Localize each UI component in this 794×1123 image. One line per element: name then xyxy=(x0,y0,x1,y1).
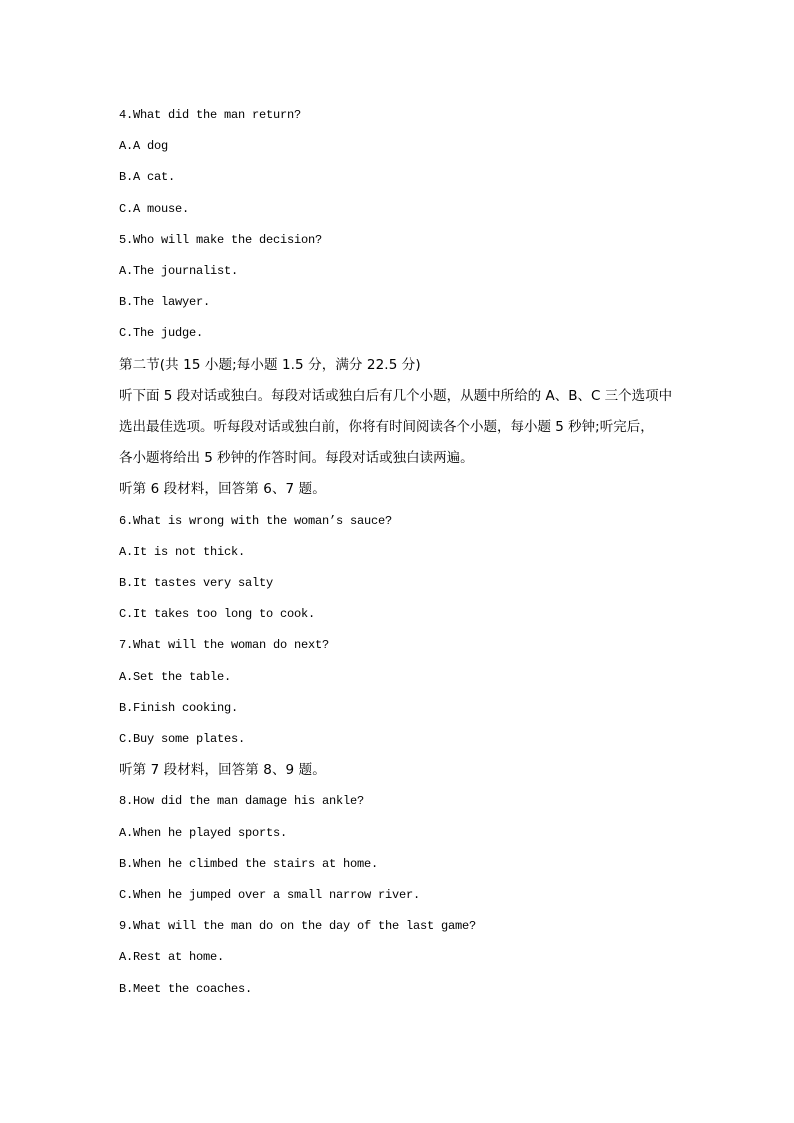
material-6-header: 听第 6 段材料，回答第 6、7 题。 xyxy=(119,481,326,498)
question-5-option-b: B.The lawyer. xyxy=(119,295,211,310)
section-heading: 第二节(共 15 小题;每小题 1.5 分，满分 22.5 分) xyxy=(119,356,421,373)
question-8-option-a: A.When he played sports. xyxy=(119,825,288,840)
question-8: 8.How did the man damage his ankle? xyxy=(119,794,365,809)
question-6: 6.What is wrong with the woman’s sauce? xyxy=(119,513,393,528)
question-4: 4.What did the man return? xyxy=(119,108,302,122)
question-9-option-a: A.Rest at home. xyxy=(119,950,225,965)
question-9-option-b: B.Meet the coaches. xyxy=(119,981,253,996)
question-5-option-a: A.The journalist. xyxy=(119,264,239,279)
question-8-option-b: B.When he climbed the stairs at home. xyxy=(119,856,379,871)
section-instructions-line-1: 听下面 5 段对话或独白。每段对话或独白后有几个小题，从题中所给的 A、B、C 三个选项中 xyxy=(119,387,673,404)
question-8-option-c: C.When he jumped over a small narrow river. xyxy=(119,888,421,903)
question-5-option-c: C.The judge. xyxy=(119,326,204,341)
question-4-option-a: A.A dog xyxy=(119,139,169,154)
document-page xyxy=(119,100,679,1005)
material-7-header: 听第 7 段材料，回答第 8、9 题。 xyxy=(119,762,326,779)
question-7-option-c: C.Buy some plates. xyxy=(119,732,246,747)
question-7-option-b: B.Finish cooking. xyxy=(119,700,239,715)
question-7-option-a: A.Set the table. xyxy=(119,669,232,684)
question-6-option-c: C.It takes too long to cook. xyxy=(119,607,316,622)
question-7: 7.What will the woman do next? xyxy=(119,638,330,653)
question-4-option-c: C.A mouse. xyxy=(119,201,190,216)
question-5: 5.Who will make the decision? xyxy=(119,232,323,247)
section-instructions-line-2: 选出最佳选项。听每段对话或独白前，你将有时间阅读各个小题，每小题 5 秒钟;听完后， xyxy=(119,419,654,436)
section-instructions-line-3: 各小题将给出 5 秒钟的作答时间。每段对话或独白读两遍。 xyxy=(119,450,474,467)
question-9: 9.What will the man do on the day of the last game? xyxy=(119,919,477,934)
question-4-option-b: B.A cat. xyxy=(119,170,176,185)
question-6-option-b: B.It tastes very salty xyxy=(119,576,274,591)
question-6-option-a: A.It is not thick. xyxy=(119,544,246,559)
